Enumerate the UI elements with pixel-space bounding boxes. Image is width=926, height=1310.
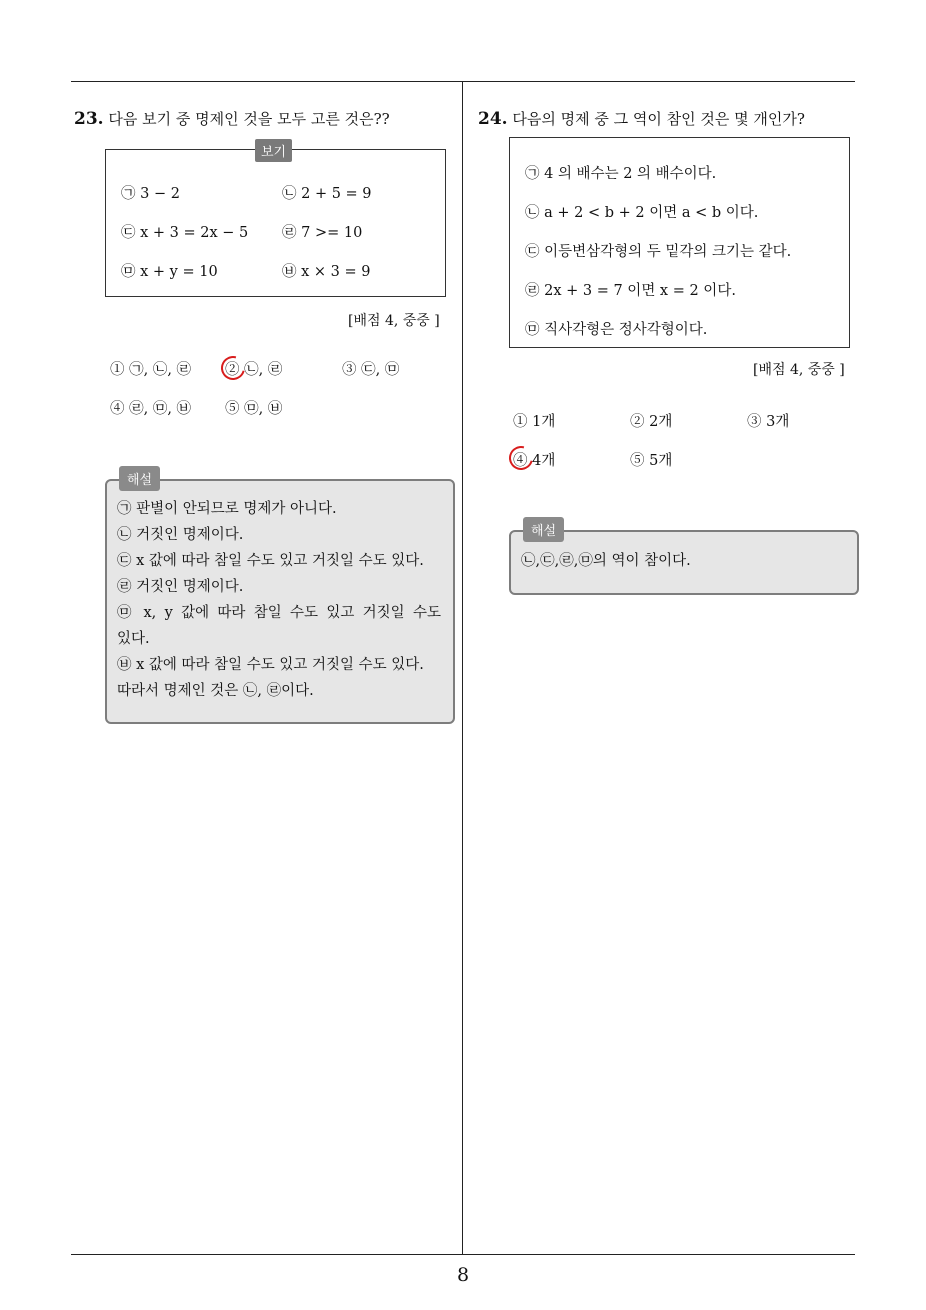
- q23-solution-line: 있다.: [117, 631, 150, 647]
- q24-number: 24.: [478, 109, 508, 129]
- q24-option-3[interactable]: ③ 3개: [747, 414, 790, 430]
- top-rule: [71, 81, 855, 82]
- q23-score: [배점 4, 중중 ]: [348, 313, 440, 329]
- q23-item-6: ㉥ x × 3 = 9: [282, 264, 371, 280]
- answer-mark-icon: [217, 352, 250, 385]
- q24-question-text: 다음의 명제 중 그 역이 참인 것은 몇 개인가?: [512, 110, 805, 128]
- q24-option-1[interactable]: ① 1개: [513, 414, 556, 430]
- q24-score: [배점 4, 중중 ]: [753, 362, 845, 378]
- q24-item-1: ㉠ 4 의 배수는 2 의 배수이다.: [525, 166, 717, 182]
- q23-item-3: ㉢ x + 3 = 2x − 5: [121, 225, 249, 241]
- q23-option-3[interactable]: ③ ㉢, ㉤: [342, 362, 400, 378]
- q23-solution-line: ㉡ 거짓인 명제이다.: [117, 527, 244, 543]
- q23-option-4[interactable]: ④ ㉣, ㉤, ㉥: [110, 401, 192, 417]
- q23-solution-line: ㉣ 거짓인 명제이다.: [117, 579, 244, 595]
- q23-solution-line: 따라서 명제인 것은 ㉡, ㉣이다.: [117, 683, 314, 699]
- q24-item-5: ㉤ 직사각형은 정사각형이다.: [525, 322, 708, 338]
- q23-solution-text: [117, 496, 441, 704]
- q23-option-1[interactable]: ① ㉠, ㉡, ㉣: [110, 362, 192, 378]
- column-divider: [462, 82, 463, 1254]
- q23-item-1: ㉠ 3 − 2: [121, 186, 180, 202]
- q24-item-2: ㉡ a + 2 < b + 2 이면 a < b 이다.: [525, 205, 759, 221]
- q23-number: 23.: [74, 109, 104, 129]
- page-number: 8: [456, 1264, 470, 1286]
- q23-item-2: ㉡ 2 + 5 = 9: [282, 186, 372, 202]
- q23-solution-line: ㉠ 판별이 안되므로 명제가 아니다.: [117, 501, 337, 517]
- q23-solution-line: ㉥ x 값에 따라 참일 수도 있고 거짓일 수도 있다.: [117, 657, 424, 673]
- q24-solution-line: ㉡,㉢,㉣,㉤의 역이 참이다.: [521, 553, 691, 569]
- q24-option-4[interactable]: ④ 4개: [513, 453, 556, 469]
- q23-header: [74, 108, 390, 129]
- q23-solution-line: ㉢ x 값에 따라 참일 수도 있고 거짓일 수도 있다.: [117, 553, 424, 569]
- q23-item-4: ㉣ 7 >= 10: [282, 225, 363, 241]
- q23-option-5[interactable]: ⑤ ㉤, ㉥: [225, 401, 283, 417]
- q23-solution-line: ㉤ x, y 값에 따라 참일 수도 있고 거짓일 수도: [117, 605, 441, 621]
- q23-bogi-label: 보기: [255, 139, 292, 162]
- q23-item-5: ㉤ x + y = 10: [121, 264, 218, 280]
- q23-solution-label: 해설: [119, 466, 160, 491]
- q24-option-2[interactable]: ② 2개: [630, 414, 673, 430]
- q24-header: [478, 108, 805, 129]
- bottom-rule: [71, 1254, 855, 1255]
- q24-solution-label: 해설: [523, 517, 564, 542]
- q24-item-3: ㉢ 이등변삼각형의 두 밑각의 크기는 같다.: [525, 244, 792, 260]
- q23-option-2[interactable]: ② ㉡, ㉣: [225, 362, 283, 378]
- q24-option-5[interactable]: ⑤ 5개: [630, 453, 673, 469]
- q23-question-text: 다음 보기 중 명제인 것을 모두 고른 것은??: [108, 110, 390, 128]
- q24-item-4: ㉣ 2x + 3 = 7 이면 x = 2 이다.: [525, 283, 736, 299]
